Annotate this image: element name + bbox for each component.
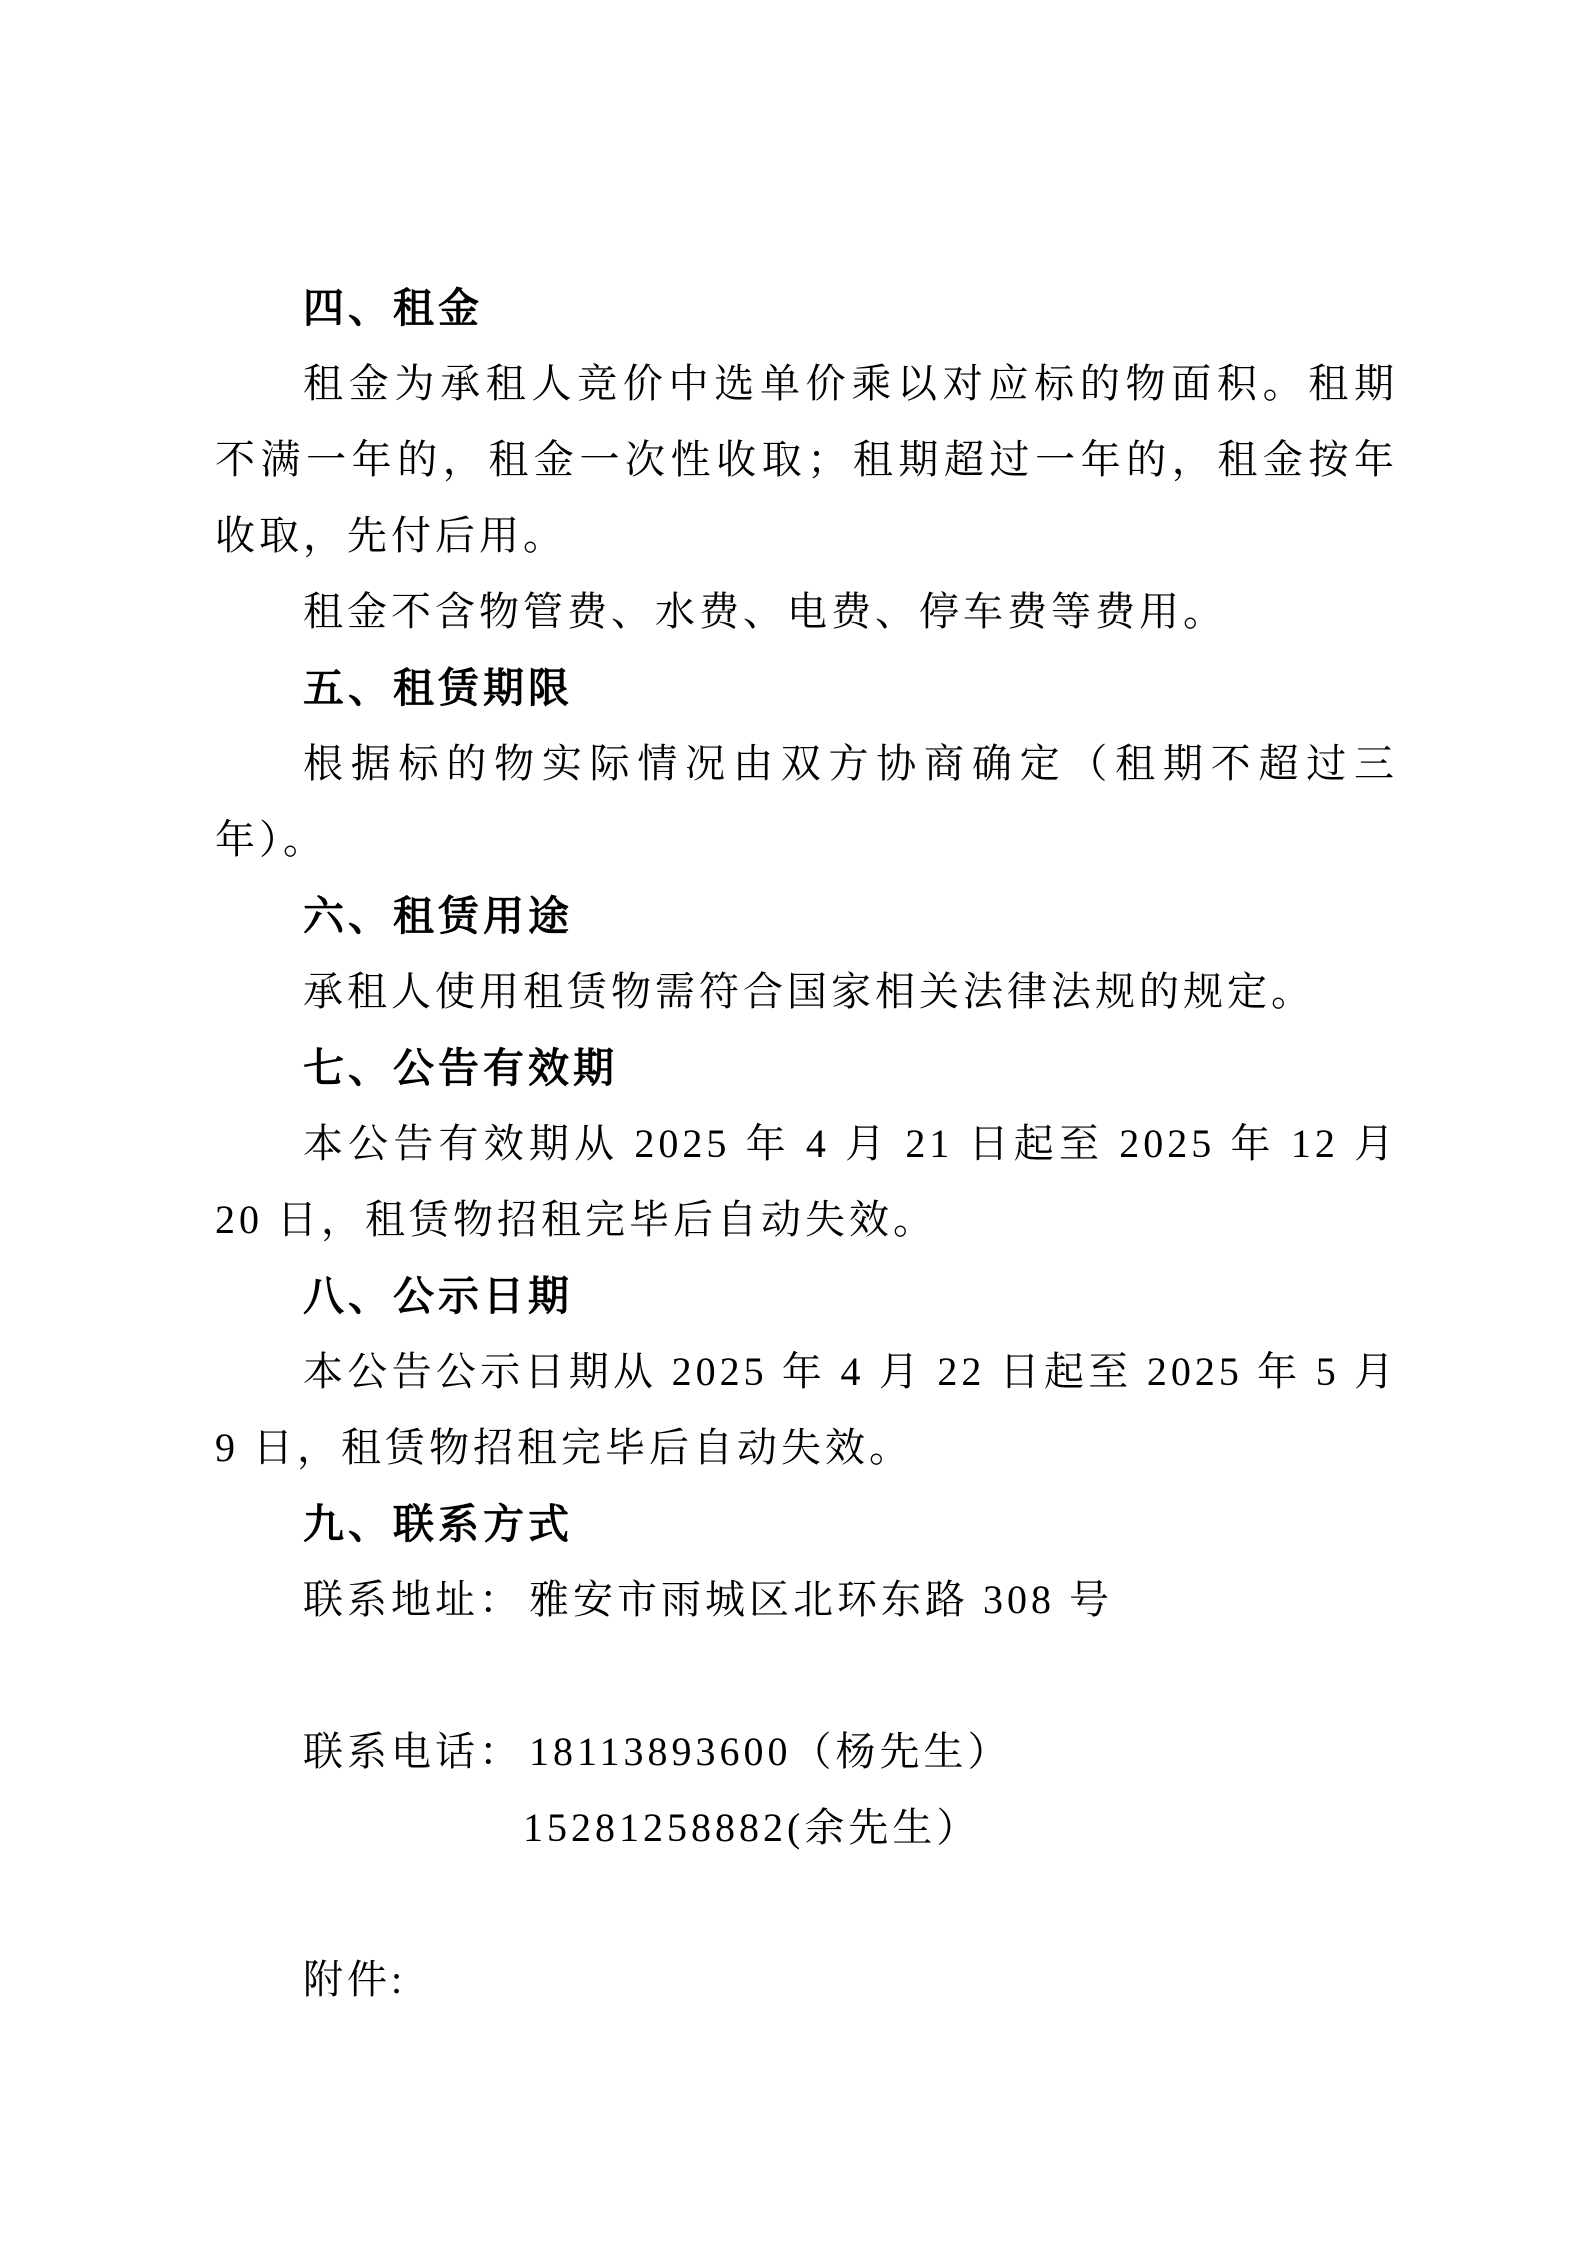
heading-section-6-lease-use: 六、租赁用途 bbox=[303, 893, 573, 939]
contact-phone-2-value: 15281258882(余先生） bbox=[523, 1805, 981, 1850]
contact-phone-1-value: 18113893600（杨先生） bbox=[529, 1729, 1012, 1774]
para-publicity-date: 本公告公示日期从 2025 年 4 月 22 日起至 2025 年 5 月 9 日，租赁物招租完毕后自动失效。 bbox=[215, 1349, 1398, 1470]
attachment-label bbox=[215, 1942, 1398, 2018]
heading-section-4-rent: 四、租金 bbox=[303, 285, 483, 331]
para-rent-detail: 租金为承租人竞价中选单价乘以对应标的物面积。租期不满一年的，租金一次性收取；租期超过一年的，租金按年收取，先付后用。 bbox=[215, 361, 1398, 558]
contact-address-value: 雅安市雨城区北环东路 308 号 bbox=[529, 1577, 1113, 1622]
para-lease-term: 根据标的物实际情况由双方协商确定（租期不超过三年）。 bbox=[215, 741, 1398, 862]
contact-phone-line-2 bbox=[215, 1790, 1398, 1866]
para-validity-period: 本公告有效期从 2025 年 4 月 21 日起至 2025 年 12 月 20 日，租赁物招租完毕后自动失效。 bbox=[215, 1121, 1398, 1242]
contact-address-line bbox=[215, 1562, 1398, 1638]
heading-section-8-publicity-date: 八、公示日期 bbox=[303, 1273, 573, 1319]
contact-phone-line-1 bbox=[215, 1714, 1398, 1790]
heading-section-7-validity-period: 七、公告有效期 bbox=[303, 1045, 618, 1091]
heading-section-5-lease-term: 五、租赁期限 bbox=[303, 665, 573, 711]
contact-phone-label: 联系电话： bbox=[303, 1729, 523, 1774]
heading-section-9-contact: 九、联系方式 bbox=[303, 1501, 573, 1547]
para-lease-use: 承租人使用租赁物需符合国家相关法律法规的规定。 bbox=[303, 969, 1315, 1014]
contact-address-label: 联系地址： bbox=[303, 1577, 523, 1622]
attachment-label-text: 附件: bbox=[303, 1957, 407, 2002]
para-rent-exclusions: 租金不含物管费、水费、电费、停车费等费用。 bbox=[303, 589, 1227, 634]
